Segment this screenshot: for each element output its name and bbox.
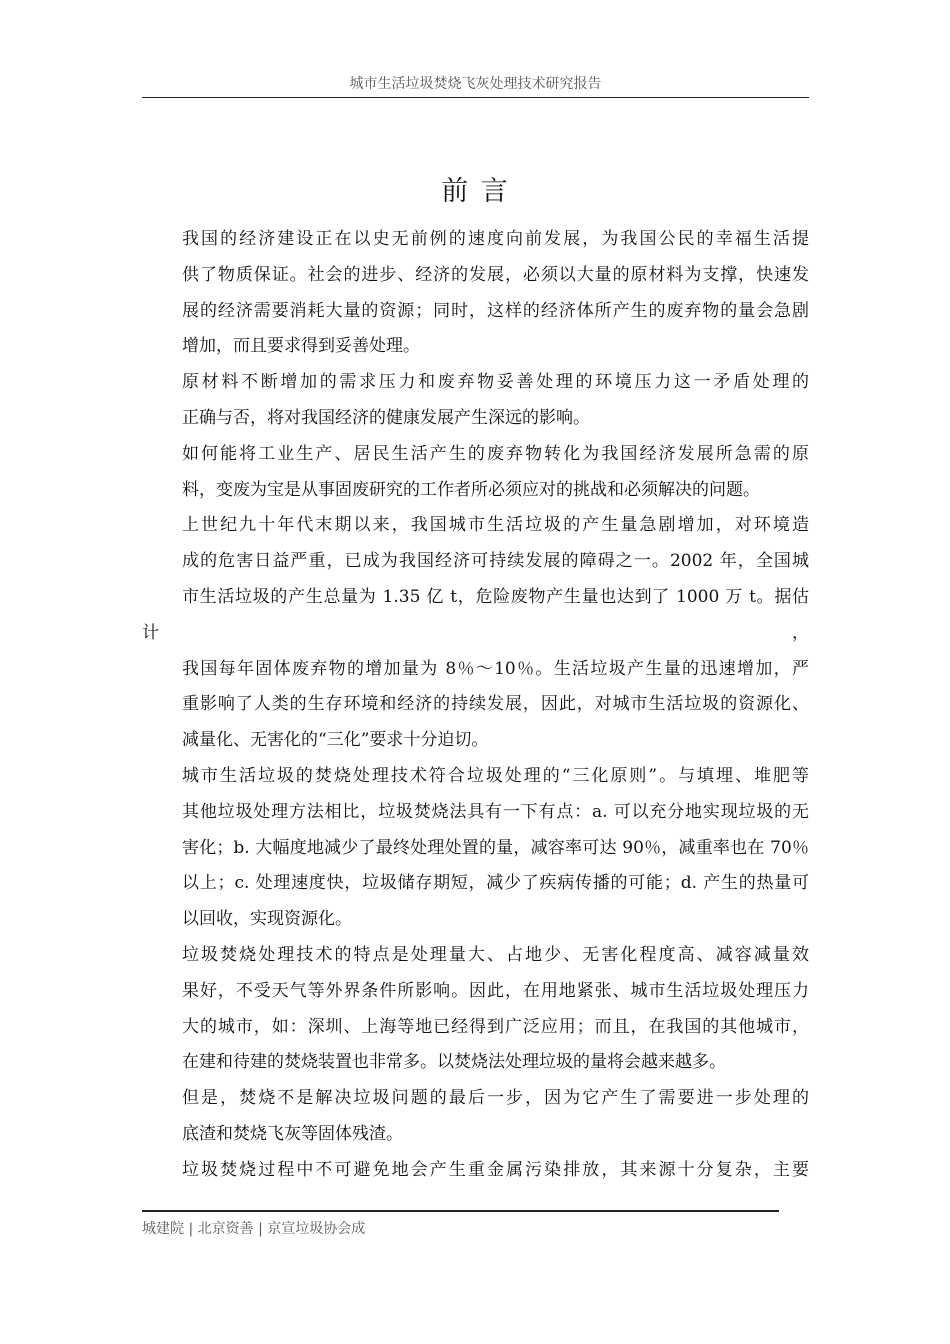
page-header xyxy=(142,62,809,98)
text-line: 上世纪九十年代末期以来，我国城市生活垃圾的产生量急剧增加，对环境造 xyxy=(182,515,809,536)
text-line: 底渣和焚烧飞灰等固体残渣。 xyxy=(182,1123,403,1144)
text-line: 正确与否，将对我国经济的健康发展产生深远的影响。 xyxy=(182,407,590,428)
text-line: 垃圾焚烧处理技术的特点是处理量大、占地少、无害化程度高、减容减量效 xyxy=(182,944,809,965)
paragraph-6 xyxy=(142,938,809,1081)
text-line: 增加，而且要求得到妥善处理。 xyxy=(182,336,420,357)
text-line: 减量化、无害化的“三化”要求十分迫切。 xyxy=(182,730,489,751)
page-footer xyxy=(142,1210,779,1250)
text-line: 重影响了人类的生存环境和经济的持续发展，因此，对城市生活垃圾的资源化、 xyxy=(182,694,809,715)
text-line: 我国每年固体废弃物的增加量为 8％～10％。生活垃圾产生量的迅速增加，严 xyxy=(182,658,809,679)
footer-divider xyxy=(142,1210,779,1212)
text-line: 果好，不受天气等外界条件所影响。因此，在用地紧张、城市生活垃圾处理压力 xyxy=(182,980,809,1001)
text-line: 料，变废为宝是从事固废研究的工作者所必须应对的挑战和必须解决的问题。 xyxy=(182,479,760,500)
text-line: 以回收，实现资源化。 xyxy=(182,909,352,930)
header-divider xyxy=(142,97,809,99)
paragraph-3 xyxy=(142,437,809,509)
text-line: 在建和待建的焚烧装置也非常多。以焚烧法处理垃圾的量将会越来越多。 xyxy=(182,1052,726,1073)
text-line: 害化；b. 大幅度地减少了最终处理处置的量，减容率可达 90％，减重率也在 70％ xyxy=(182,837,809,858)
text-line: 成的危害日益严重，已成为我国经济可持续发展的障碍之一。2002 年，全国城 xyxy=(182,551,809,572)
text-line: 供了物质保证。社会的进步、经济的发展，必须以大量的原材料为支撑，快速发 xyxy=(182,264,809,285)
text-line: 如何能将工业生产、居民生活产生的废弃物转化为我国经济发展所急需的原 xyxy=(182,443,809,464)
text-line: 展的经济需要消耗大量的资源；同时，这样的经济体所产生的废弃物的量会急剧 xyxy=(182,300,809,321)
paragraph-2 xyxy=(142,365,809,437)
text-line: 市生活垃圾的产生总量为 1.35 亿 t，危险废物产生量也达到了 1000 万 t。据估计， xyxy=(142,586,809,643)
paragraph-5 xyxy=(142,759,809,938)
paragraph-4 xyxy=(142,508,809,759)
paragraph-8 xyxy=(142,1153,809,1189)
paragraph-7 xyxy=(142,1081,809,1153)
text-line: 我国的经济建设正在以史无前例的速度向前发展，为我国公民的幸福生活提 xyxy=(182,229,809,249)
page-title: 前 言 xyxy=(441,176,510,207)
text-line: 垃圾焚烧过程中不可避免地会产生重金属污染排放，其来源十分复杂，主要 xyxy=(182,1159,809,1180)
text-line: 其他垃圾处理方法相比，垃圾焚烧法具有一下有点：a. 可以充分地实现垃圾的无 xyxy=(182,801,809,822)
text-line: 原材料不断增加的需求压力和废弃物妥善处理的环境压力这一矛盾处理的 xyxy=(182,372,809,393)
header-text: 城市生活垃圾焚烧飞灰处理技术研究报告 xyxy=(349,76,602,92)
footer-text: 城建院 | 北京资善 | 京宣垃圾协会成 xyxy=(142,1221,366,1237)
paragraph-1 xyxy=(142,222,809,365)
body-text xyxy=(142,222,809,1189)
text-line: 大的城市，如：深圳、上海等地已经得到广泛应用；而且，在我国的其他城市， xyxy=(182,1016,809,1037)
text-line: 但是，焚烧不是解决垃圾问题的最后一步，因为它产生了需要进一步处理的 xyxy=(182,1088,809,1109)
text-line: 以上；c. 处理速度快，垃圾储存期短，减少了疾病传播的可能；d. 产生的热量可 xyxy=(182,873,809,894)
text-line: 城市生活垃圾的焚烧处理技术符合垃圾处理的“三化原则”。与填埋、堆肥等 xyxy=(182,765,809,786)
